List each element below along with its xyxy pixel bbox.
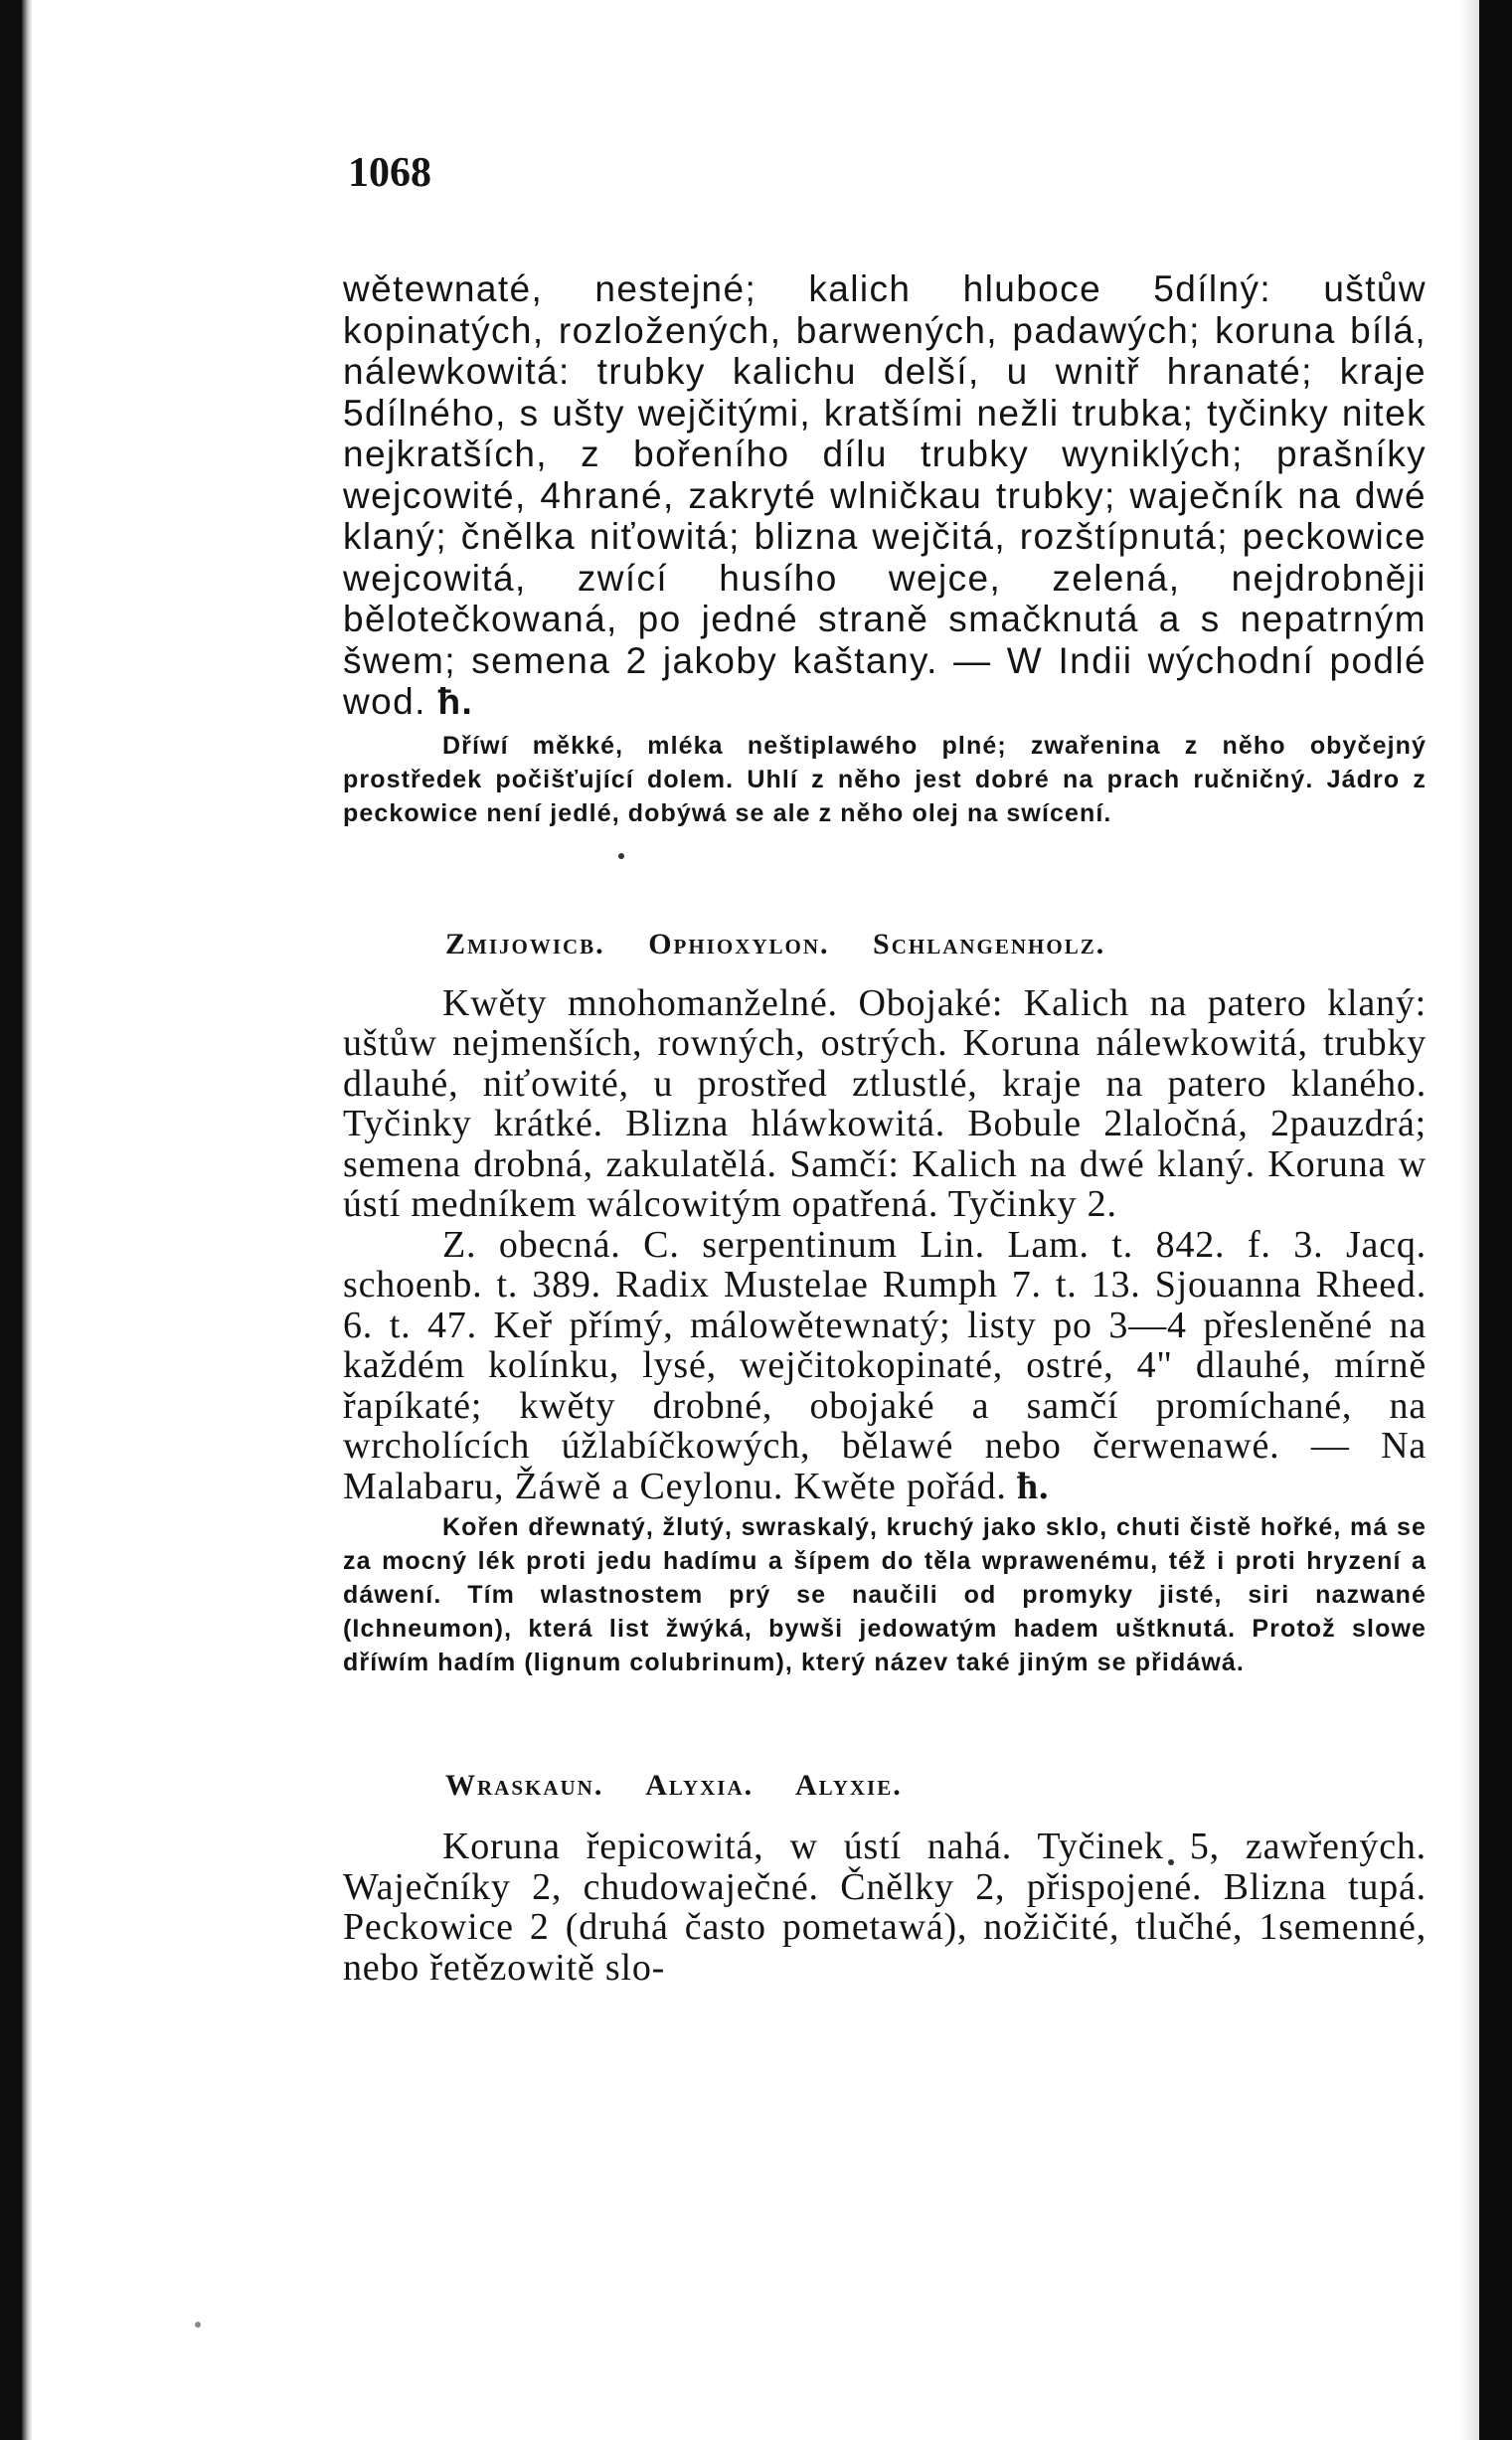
page-binding-edge [22, 0, 32, 2440]
species-entry-text: Z. obecná. C. serpentinum Lin. Lam. t. 842. f. 3. Jacq. schoenb. t. 389. Radix Mustelae Rumph 7. t. 13. Sjouanna Rheed. 6. t. 47. Keř přímý, málowětewnatý; listy po 3—4 přesleněné na každém kolínku, lysé, wejčitokopinaté, ostré, 4" dlauhé, mírně řapíkaté; kwěty drobné, obojaké a samčí promíchané, na wrcholících úžlabíčkowých, bělawé nebo čerwenawé. — Na Malabaru, Žáwě a Ceylonu. Kwěte pořád. [343, 1223, 1427, 1507]
shrub-symbol: ħ. [1017, 1465, 1050, 1507]
heading-german: Alyxie. [794, 1769, 903, 1802]
genus-description: Koruna řepicowitá, w ústí nahá. Tyčinek 5, zawřených. Waječníky 2, chudowaječné. Čnělky 2, přispojené. Blizna tupá. Peckowice 2 (druhá často pometawá), nožičité, tlučhé, 1semenné, nebo řetězowitě slo- [343, 1826, 1427, 1989]
print-speck [195, 2322, 201, 2328]
species-notes: Kořen dřewnatý, žlutý, swraskalý, kruchý jako sklo, chuti čistě hořké, má se za mocný lék proti jedu hadímu a šípem do těla wprawenému, též i proti hryzení a dáwení. Tím wlastnostem prý se naučili od promyky jisté, siri nazwané (Ichneumon), která list žwýká, bywši jedowatým hadem uštknutá. Protož slowe dříwím hadím (lignum colubrinum), který název také jiným se přidáwá. [343, 1513, 1427, 1676]
species-entry [343, 1225, 1427, 1507]
heading-german: Schlangenholz. [873, 927, 1106, 960]
description-text: wětewnaté, nestejné; kalich hluboce 5dílný: uštůw kopinatých, rozložených, barwených, padawých; koruna bílá, nálewkowitá: trubky kalichu delší, u wnitř hranaté; kraje 5dílného, s ušty wejčitými, kratšími nežli trubka; tyčinky nitek nejkratších, z bořeního dílu trubky wyniklých; prašníky wejcowité, 4hrané, zakryté wlničkau trubky; waječník na dwé klaný; čnělka niťowitá; blizna wejčitá, rozštípnutá; peckowice wejcowitá, zwící husího wejce, zelená, nejdrobněji bělotečkowaná, po jedné straně smačknutá a s nepatrným šwem; semena 2 jakoby kaštany. — W Indii wýchodní podlé wod. [343, 268, 1427, 722]
page-number: 1068 [348, 150, 431, 196]
heading-czech: Zmijowicb. [445, 927, 605, 960]
scan-border [1479, 0, 1512, 2440]
heading-latin: Alyxia. [645, 1769, 755, 1802]
shrub-symbol: ħ. [437, 681, 474, 722]
heading-latin: Ophioxylon. [648, 927, 830, 960]
species-description [343, 268, 1427, 723]
genus-heading-alyxia [445, 1769, 1427, 1803]
genus-heading-ophioxylon [445, 928, 1427, 961]
page-content [343, 149, 1427, 1988]
species-notes: Dříwí měkké, mléka neštiplawého plné; zwařenina z něho obyčejný prostředek počišťující dolem. Uhlí z něho jest dobré na prach ručničný. Jádro z peckowice není jedlé, dobýwá se ale z něho olej na swícení. [343, 731, 1427, 827]
genus-description: Kwěty mnohomanželné. Obojaké: Kalich na patero klaný: uštůw nejmenších, rowných, ostrých. Koruna nálewkowitá, trubky dlauhé, niťowité, u prostřed ztlustlé, kraje na patero klaného. Tyčinky krátké. Blizna hláwkowitá. Bobule 2laločná, 2pauzdrá; semena drobná, zakulatělá. Samčí: Kalich na dwé klaný. Koruna w ústí medníkem wálcowitým opatřená. Tyčinky 2. [343, 981, 1427, 1225]
page-shadow [1461, 0, 1481, 2440]
heading-czech: Wraskaun. [445, 1769, 604, 1802]
